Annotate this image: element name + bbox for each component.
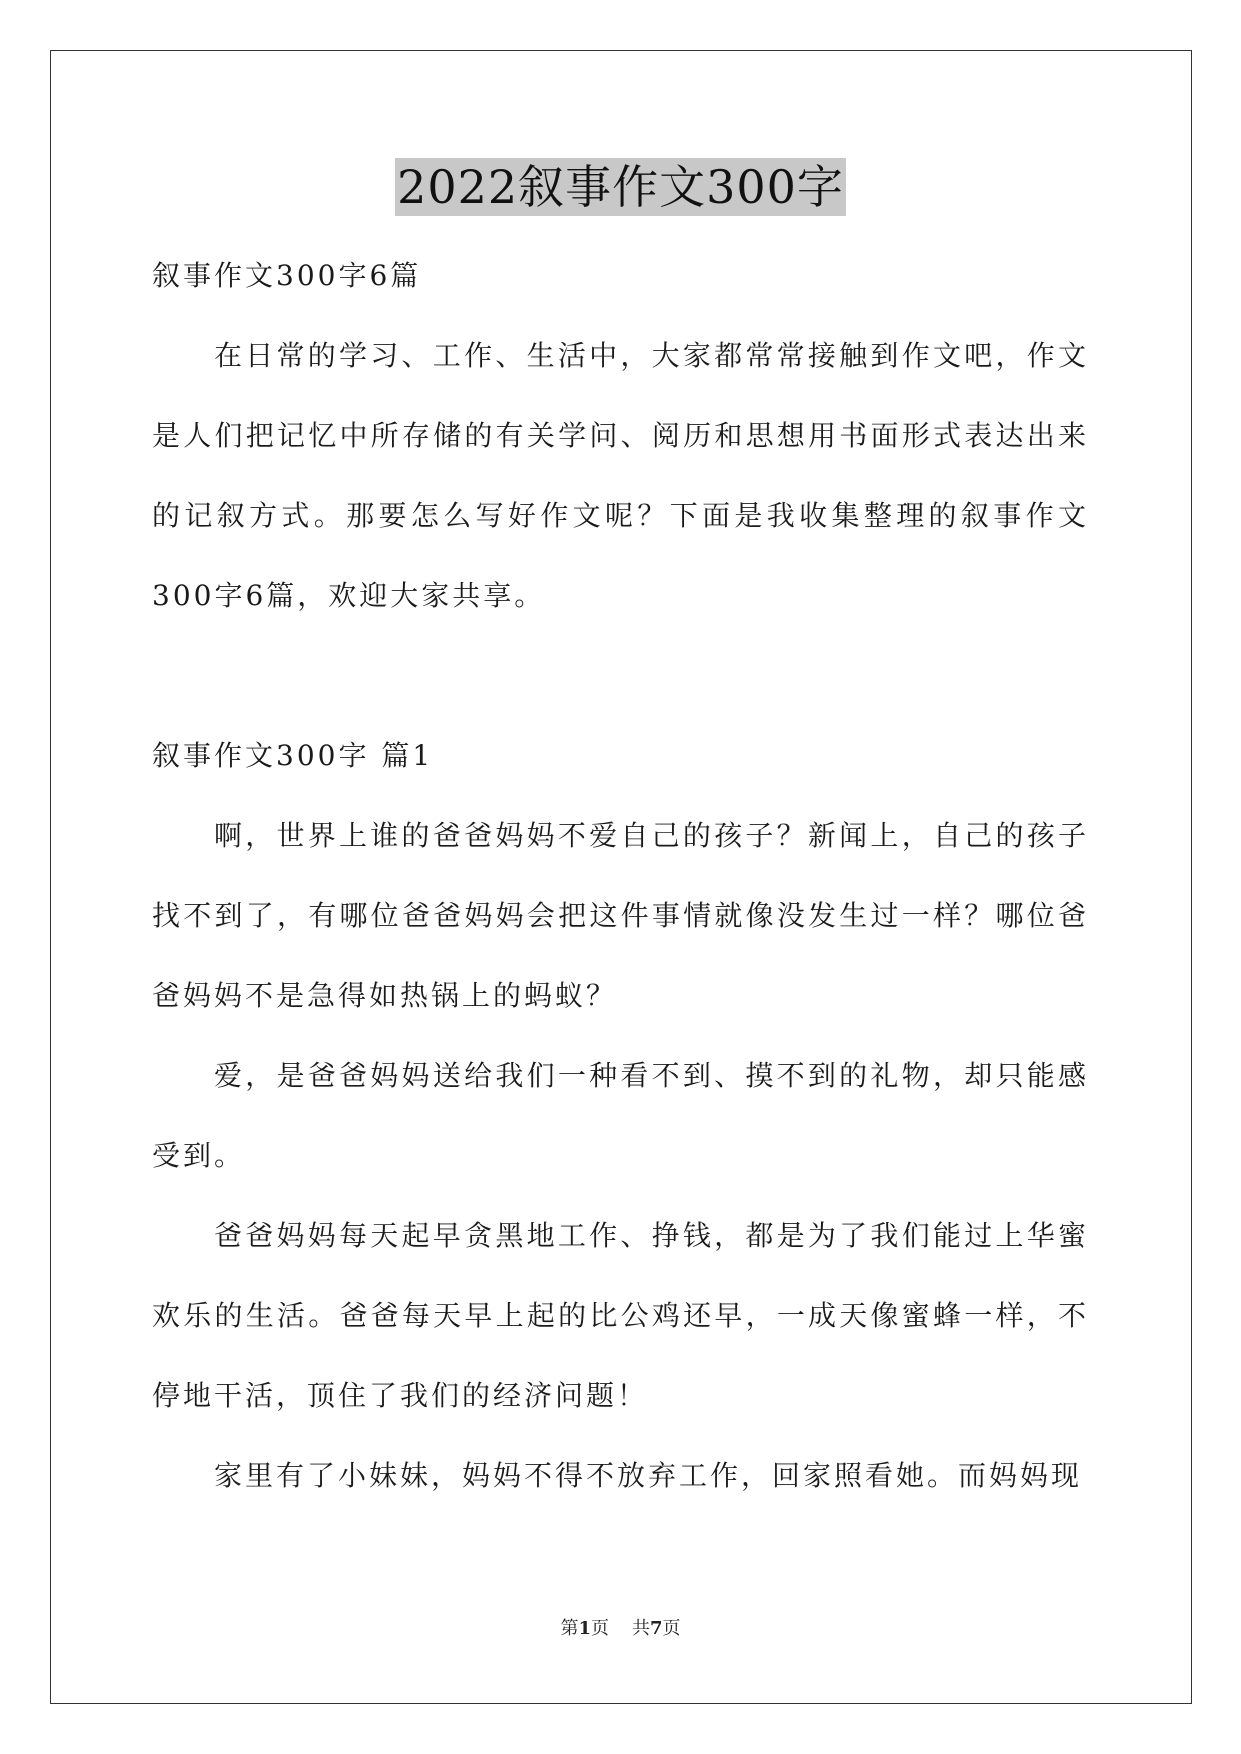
current-page: 1: [578, 1618, 592, 1639]
page-total: [632, 1618, 681, 1639]
body-paragraph: 家里有了小妹妹，妈妈不得不放弃工作，回家照看她。而妈妈现: [214, 1459, 1083, 1492]
intro-paragraph: 在日常的学习、工作、生活中，大家都常常接触到作文吧，作文是人们把记忆中所存储的有关学问、阅历和思想用书面形式表达出来的记叙方式。那要怎么写好作文呢？下面是我收集整理的叙事作文300字6篇，欢迎大家共享。: [152, 339, 1089, 612]
total-prefix: 共: [631, 1618, 650, 1639]
body-paragraph: 爸爸妈妈每天起早贪黑地工作、挣钱，都是为了我们能过上华蜜欢乐的生活。爸爸每天早上起的比公鸡还早，一成天像蜜蜂一样，不停地干活，顶住了我们的经济问题！: [152, 1219, 1089, 1412]
section-heading: 叙事作文300字 篇1: [152, 739, 434, 772]
page-number: [561, 1618, 610, 1639]
total-pages: 7: [649, 1618, 663, 1639]
section-spacer: [152, 636, 1089, 716]
document-subtitle: 叙事作文300字6篇: [152, 259, 422, 292]
page-prefix: 第: [560, 1618, 579, 1639]
document-body: [152, 236, 1089, 1516]
body-paragraph: 爱，是爸爸妈妈送给我们一种看不到、摸不到的礼物，却只能感受到。: [152, 1059, 1089, 1172]
page-footer: [0, 1614, 1241, 1640]
page-suffix: 页: [591, 1618, 610, 1639]
total-suffix: 页: [662, 1618, 681, 1639]
title-container: [0, 158, 1241, 216]
document-title: 2022叙事作文300字: [397, 160, 844, 214]
body-paragraph: 啊，世界上谁的爸爸妈妈不爱自己的孩子？新闻上，自己的孩子找不到了，有哪位爸爸妈妈会把这件事情就像没发生过一样？哪位爸爸妈妈不是急得如热锅上的蚂蚁？: [152, 819, 1089, 1012]
